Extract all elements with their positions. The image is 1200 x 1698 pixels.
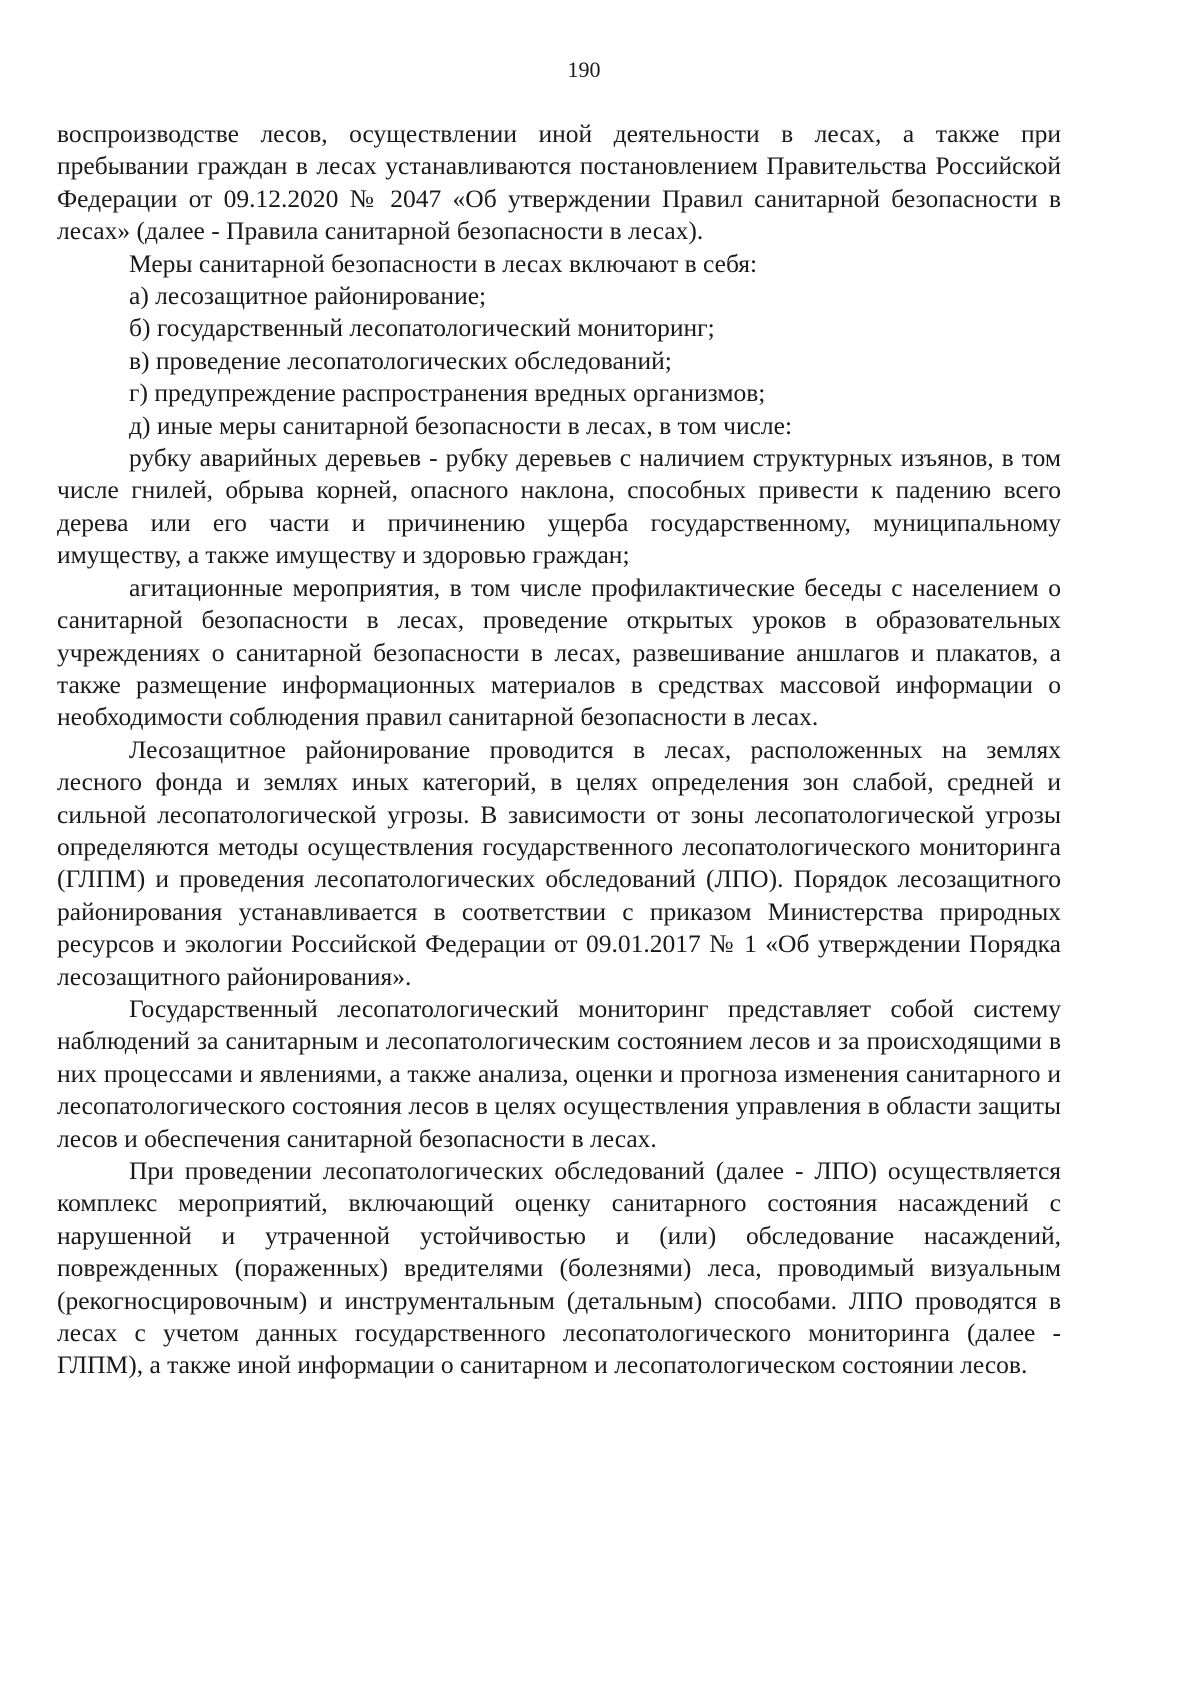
list-item: а) лесозащитное районирование; [129, 281, 487, 311]
paragraph: Лесозащитное районирование проводится в лесах, расположенных на землях лесного фонда и землях иных категорий, в целях определения зон слабой, средней и сильной лесопатологической угрозы. В зависимости от зоны лесопатологической угрозы определяются методы осуществления государственного лесопатологического мониторинга (ГЛПМ) и проведения лесопатологических обследований (ЛПО). Порядок лесозащитного районирования устанавливается в соответствии с приказом Министерства природных ресурсов и экологии Российской Федерации от 09.01.2017 № 1 «Об утверждении Порядка лесозащитного районирования». [57, 734, 1061, 991]
document-body [57, 118, 1061, 1382]
list-item: г) предупреждение распространения вредных организмов; [129, 378, 766, 408]
list-item: в) проведение лесопатологических обследований; [129, 345, 672, 375]
paragraph: агитационные мероприятия, в том числе профилактические беседы с населением о санитарной безопасности в лесах, проведение открытых уроков в образовательных учреждениях о санитарной безопасности в лесах, развешивание аншлагов и плакатов, а также размещение информационных материалов в средствах массовой информации о необходимости соблюдения правил санитарной безопасности в лесах. [57, 572, 1061, 732]
paragraph: Меры санитарной безопасности в лесах включают в себя: [129, 248, 758, 278]
page-number: 190 [567, 57, 601, 82]
list-item: д) иные меры санитарной безопасности в лесах, в том числе: [129, 410, 793, 440]
paragraph: Государственный лесопатологический мониторинг представляет собой систему наблюдений за санитарным и лесопатологическим состоянием лесов и за происходящими в них процессами и явлениями, а также анализа, оценки и прогноза изменения санитарного и лесопатологического состояния лесов в целях осуществления управления в области защиты лесов и обеспечения санитарной безопасности в лесах. [57, 993, 1061, 1153]
paragraph: При проведении лесопатологических обследований (далее - ЛПО) осуществляется комплекс мероприятий, включающий оценку санитарного состояния насаждений с нарушенной и утраченной устойчивостью и (или) обследование насаждений, поврежденных (пораженных) вредителями (болезнями) леса, проводимый визуальным (рекогносцировочным) и инструментальным (детальным) способами. ЛПО проводятся в лесах с учетом данных государственного лесопатологического мониторинга (далее - ГЛПМ), а также иной информации о санитарном и лесопатологическом состоянии лесов. [57, 1156, 1061, 1380]
paragraph: воспроизводстве лесов, осуществлении иной деятельности в лесах, а также при пребывании граждан в лесах устанавливаются постановлением Правительства Российской Федерации от 09.12.2020 № 2047 «Об утверждении Правил санитарной безопасности в лесах» (далее - Правила санитарной безопасности в лесах). [57, 119, 1061, 246]
list-item: б) государственный лесопатологический мониторинг; [129, 313, 715, 343]
paragraph: рубку аварийных деревьев - рубку деревьев с наличием структурных изъянов, в том числе гнилей, обрыва корней, опасного наклона, способных привести к падению всего дерева или его части и причинению ущерба государственному, муниципальному имуществу, а также имуществу и здоровью граждан; [57, 443, 1061, 570]
